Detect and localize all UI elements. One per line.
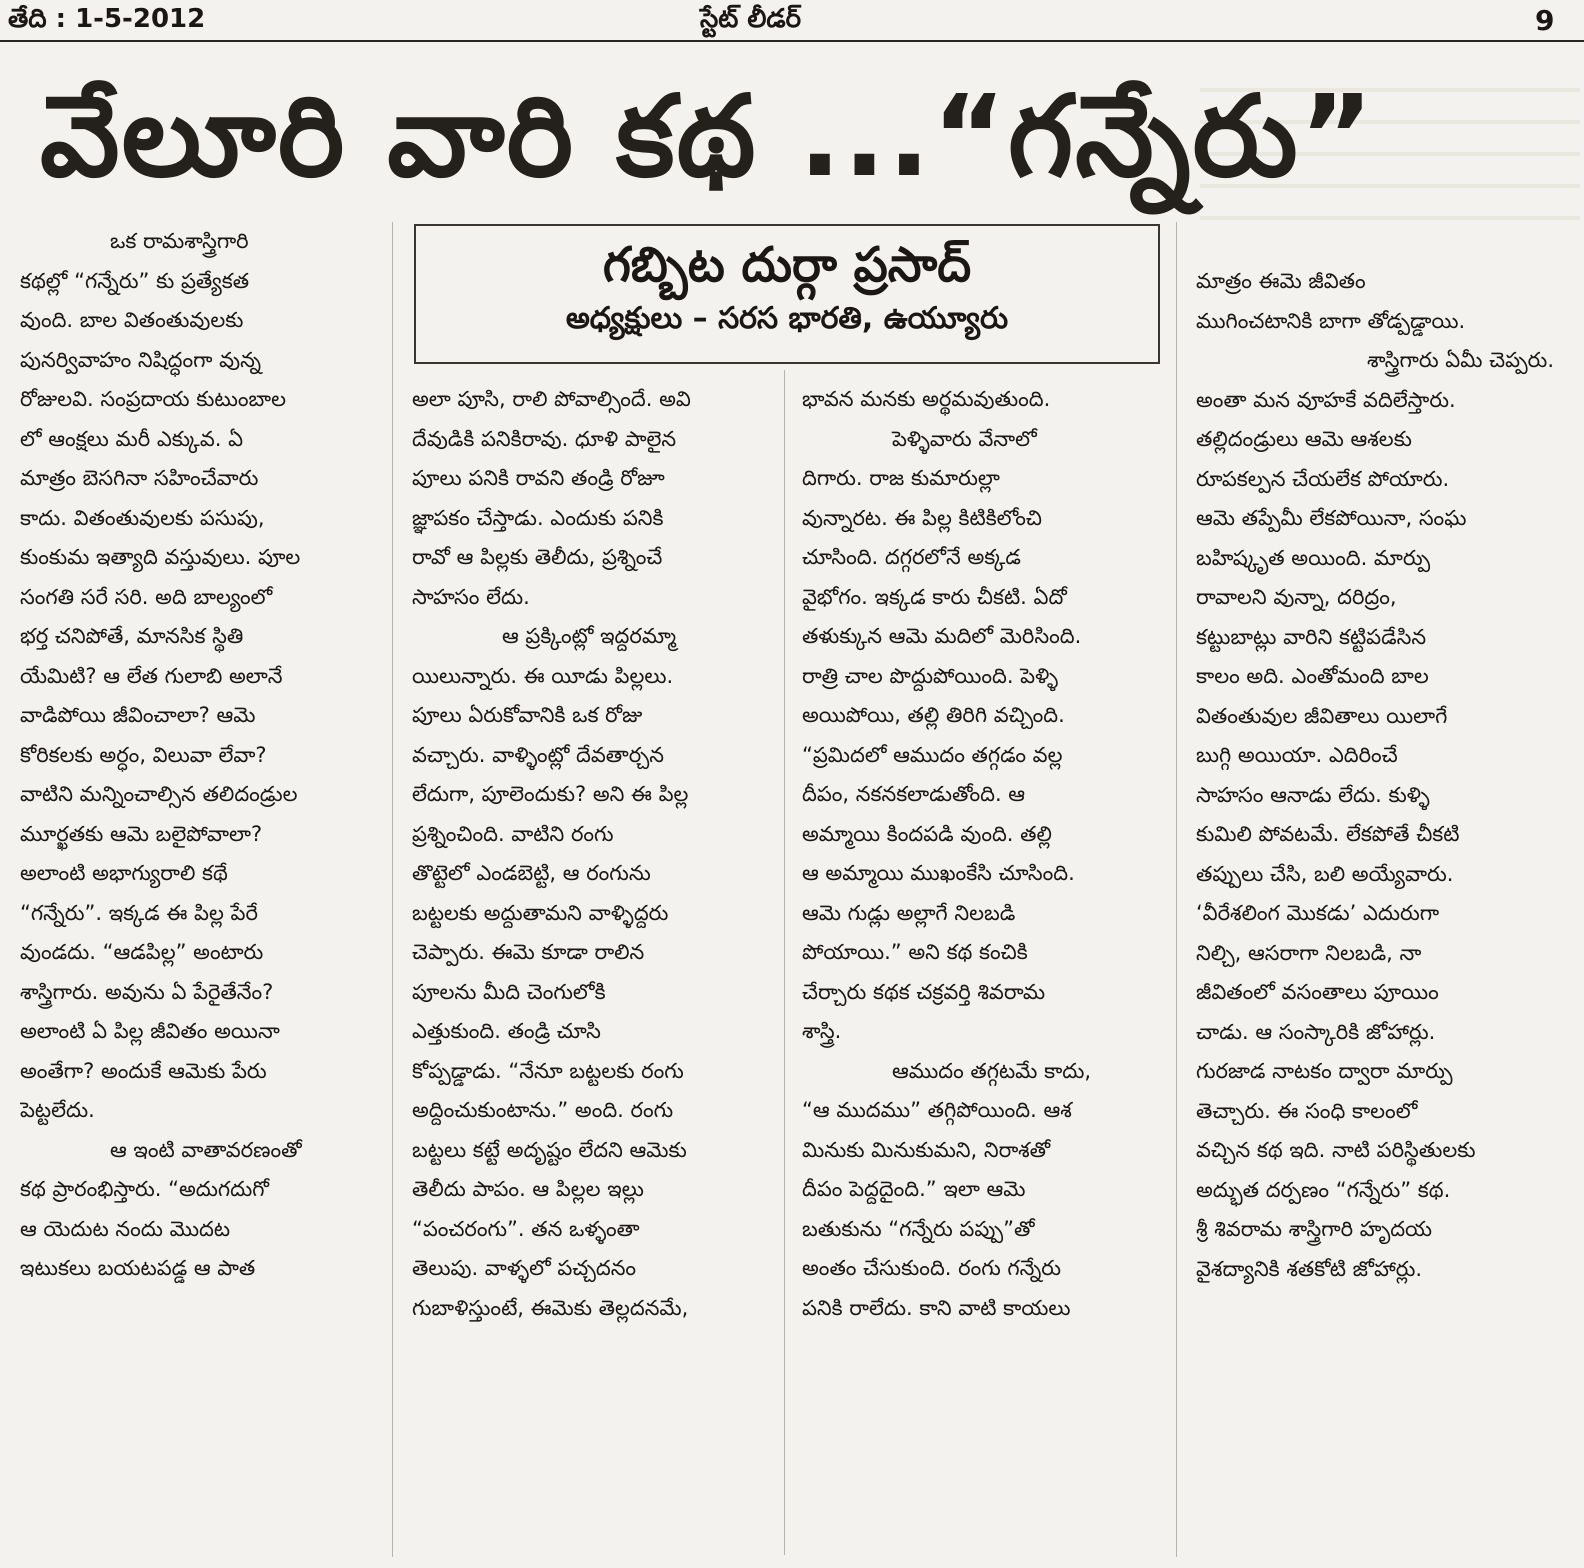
issue-date: తేది : 1-5-2012	[8, 4, 206, 34]
article-line: “ప్రమిదలో ఆముదం తగ్గడం వల్ల	[802, 742, 1063, 767]
newspaper-name: స్టేట్ లీడర్	[700, 4, 802, 34]
article-line: కాదు. వితంతువులకు పసుపు,	[20, 505, 265, 530]
article-line: కోప్పడ్డాడు. “నేనూ బట్టలకు రంగు	[412, 1058, 684, 1083]
article-line: భర్త చనిపోతే, మానసిక స్థితి	[20, 624, 244, 648]
article-line: ఆముదం తగ్గటమే కాదు,	[892, 1058, 1092, 1083]
article-line: యిలున్నారు. ఈ యీడు పిల్లలు.	[412, 663, 674, 688]
article-line: తళుక్కున ఆమె మదిలో మెరిసింది.	[802, 624, 1082, 648]
article-line: వితంతువుల జీవితాలు యిలాగే	[1196, 703, 1448, 728]
article-line: మాత్రం ఈమె జీవితం	[1196, 269, 1366, 293]
article-line: కాలం అది. ఎంతోమంది బాల	[1196, 664, 1429, 688]
article-line: ముగించటానికి బాగా తోడ్పడ్డాయి.	[1196, 308, 1466, 333]
article-line: జీవితంలో వసంతాలు పూయిం	[1196, 980, 1439, 1004]
article-line: అమ్మాయి కిందపడి వుంది. తల్లి	[802, 821, 1052, 846]
article-line: మాత్రం బెసగినా సహించేవారు	[20, 466, 259, 490]
article-line: గురజాడ నాటకం ద్వారా మార్పు	[1196, 1059, 1453, 1083]
article-line: అలాంటి ఏ పిల్ల జీవితం అయినా	[20, 1019, 280, 1043]
article-column-2	[412, 380, 770, 1328]
article-line: శ్రీ శివరామ శాస్త్రిగారి హృదయ	[1196, 1217, 1433, 1241]
article-line: వైశద్యానికి శతకోటి జోహార్లు.	[1196, 1256, 1423, 1281]
article-line: వాడిపోయి జీవించాలా? ఆమె	[20, 703, 256, 727]
article-line: వుండదు. “ఆడపిల్ల” అంటారు	[20, 940, 264, 964]
article-line: తెచ్చారు. ఈ సంధి కాలంలో	[1196, 1098, 1418, 1123]
article-line: వచ్చిన కథ ఇది. నాటి పరిస్థితులకు	[1196, 1138, 1476, 1162]
article-line: ఎత్తుకుంది. తండ్రి చూసి	[412, 1019, 601, 1043]
article-line: చేర్చారు కథక చక్రవర్తి శివరామ	[802, 979, 1046, 1004]
article-line: పెళ్ళివారు వేనాలో	[892, 426, 1037, 451]
article-line: అలాంటి అభాగ్యురాలి కథే	[20, 861, 228, 885]
author-name: గబ్బిట దుర్గా ప్రసాద్	[602, 237, 972, 293]
article-line: చెప్పారు. ఈమె కూడా రాలిన	[412, 940, 645, 964]
article-line: ఆ ఇంటి వాతావరణంతో	[110, 1137, 302, 1162]
article-line: శాస్త్రిగారు ఏమీ చెప్పరు.	[1366, 348, 1554, 372]
article-line: జ్ఞాపకం చేస్తాడు. ఎందుకు పనికి	[412, 505, 664, 530]
article-line: పెట్టలేదు.	[20, 1098, 95, 1122]
article-line: “గన్నేరు”. ఇక్కడ ఈ పిల్ల పేరే	[20, 900, 258, 925]
article-line: “ఆ ముదము” తగ్గిపోయింది. ఆశ	[802, 1098, 1072, 1122]
article-line: అయిపోయి, తల్లి తిరిగి వచ్చింది.	[802, 703, 1065, 727]
article-column-4	[1196, 262, 1554, 1289]
article-line: పూలు పనికి రావని తండ్రి రోజూ	[412, 466, 665, 490]
article-line: వుంది. బాల వితంతువులకు	[20, 308, 244, 332]
article-line: తప్పులు చేసి, బలి అయ్యేవారు.	[1196, 861, 1454, 886]
article-line: అంతం చేసుకుంది. రంగు గన్నేరు	[802, 1256, 1062, 1280]
article-line: ఒక రామశాస్త్రిగారి	[110, 229, 249, 253]
article-line: అంతేగా? అందుకే ఆమెకు పేరు	[20, 1058, 267, 1083]
article-line: బట్టలకు అద్దుతామని వాళ్ళిద్దరు	[412, 900, 669, 925]
article-line: ఆ యెదుట నందు మొదట	[20, 1216, 231, 1241]
article-line: దీపం, నకనకలాడుతోంది. ఆ	[802, 782, 1026, 806]
article-line: లో ఆంక్షలు మరీ ఎక్కువ. ఏ	[20, 426, 244, 451]
article-line: బట్టలు కట్టే అదృష్టం లేదని ఆమెకు	[412, 1137, 687, 1162]
article-line: పునర్వివాహం నిషిద్ధంగా వున్న	[20, 347, 262, 372]
article-line: చాడు. ఆ సంస్కారికి జోహార్లు.	[1196, 1019, 1436, 1044]
article-line: వున్నారట. ఈ పిల్ల కిటికిలోంచి	[802, 505, 1043, 530]
article-line: రావో ఆ పిల్లకు తెలీదు, ప్రశ్నించే	[412, 545, 663, 569]
article-line: కథ ప్రారంభిస్తారు. “అదుగదుగో	[20, 1177, 269, 1201]
article-line: బుగ్గి అయియా. ఎదిరించే	[1196, 743, 1398, 767]
article-line: పూలు ఏరుకోవానికి ఒక రోజు	[412, 703, 643, 727]
article-line: అద్దించుకుంటాను.” అంది. రంగు	[412, 1098, 674, 1122]
article-line: కథల్లో “గన్నేరు” కు ప్రత్యేకత	[20, 268, 250, 293]
article-line: తల్లిదండ్రులు ఆమె ఆశలకు	[1196, 427, 1412, 451]
column-divider	[1176, 222, 1177, 1557]
article-line: ఆమె తప్పేమీ లేకపోయినా, సంఘ	[1196, 506, 1467, 530]
article-line: ప్రశ్నించింది. వాటిని రంగు	[412, 821, 614, 846]
article-column-1	[20, 222, 378, 1289]
article-line: సాహసం ఆనాడు లేదు. కుళ్ళి	[1196, 782, 1430, 807]
byline-box	[414, 224, 1160, 364]
article-line: భావన మనకు అర్థమవుతుంది.	[802, 387, 1051, 411]
article-line: తెలీదు పాపం. ఆ పిల్లల ఇల్లు	[412, 1177, 644, 1201]
article-line: ఆమె గుడ్లు అల్లాగే నిలబడి	[802, 900, 1016, 925]
article-line: ఆ అమ్మాయి ముఖంకేసి చూసింది.	[802, 861, 1075, 885]
article-line: వైభోగం. ఇక్కడ కారు చీకటి. ఏదో	[802, 584, 1067, 609]
article-line: దిగారు. రాజ కుమారుల్లా	[802, 466, 1000, 490]
article-line: చూసింది. దగ్గరలోనే అక్కడ	[802, 545, 1021, 569]
article-line: అద్భుత దర్పణం “గన్నేరు” కథ.	[1196, 1177, 1451, 1202]
article-headline: వేలూరి వారి కథ ...“గన్నేరు”	[40, 72, 1376, 202]
article-line: “పంచరంగు”. తన ఒళ్ళంతా	[412, 1216, 640, 1241]
article-line: రాత్రి చాల పొద్దుపోయింది. పెళ్ళి	[802, 663, 1059, 688]
column-divider	[392, 222, 393, 1557]
article-line: కట్టుబాట్లు వారిని కట్టిపడేసిన	[1196, 624, 1427, 649]
article-line: ఇటుకలు బయటపడ్డ ఆ పాత	[20, 1256, 256, 1280]
article-line: రోజులవి. సంప్రదాయ కుటుంబాల	[20, 387, 286, 411]
article-line: తొట్టెలో ఎండబెట్టి, ఆ రంగును	[412, 861, 651, 885]
article-line: సాహసం లేదు.	[412, 584, 530, 609]
article-line: మూర్ఖతకు ఆమె బలైపోవాలా?	[20, 821, 263, 846]
article-line: కుంకుమ ఇత్యాది వస్తువులు. పూల	[20, 545, 301, 569]
page-number: 9	[1535, 4, 1555, 37]
header-divider	[0, 40, 1584, 42]
author-role: అధ్యక్షులు – సరస భారతి, ఉయ్యూరు	[565, 301, 1009, 336]
article-line: కుమిలి పోవటమే. లేకపోతే చీకటి	[1196, 822, 1460, 846]
column-divider	[784, 370, 785, 1555]
article-line: నిల్చి, ఆసరాగా నిలబడి, నా	[1196, 940, 1422, 965]
article-line: యేమిటి? ఆ లేత గులాబి అలానే	[20, 663, 283, 688]
article-line: గుబాళిస్తుంటే, ఈమెకు తెల్లదనమే,	[412, 1295, 689, 1320]
article-line: శాస్త్రిగారు. అవును ఏ పేరైతేనేం?	[20, 979, 274, 1004]
article-line: పనికి రాలేదు. కాని వాటి కాయలు	[802, 1295, 1071, 1320]
article-line: అలా పూసి, రాలి పోవాల్సిందే. అవి	[412, 387, 691, 411]
article-line: వాటిని మన్నించాల్సిన తలిదండ్రుల	[20, 782, 298, 806]
article-line: పూలను మీది చెంగులోకి	[412, 979, 606, 1004]
article-line: పోయాయి.” అని కథ కంచికి	[802, 940, 1028, 964]
article-line: రూపకల్పన చేయలేక పోయారు.	[1196, 466, 1450, 491]
article-line: వచ్చారు. వాళ్ళింట్లో దేవతార్చన	[412, 742, 665, 767]
article-line: తెలుపు. వాళ్ళలో పచ్చదనం	[412, 1256, 637, 1280]
article-line: రావాలని వున్నా, దరిద్రం,	[1196, 585, 1397, 609]
article-line: బహిష్కృత అయింది. మార్పు	[1196, 545, 1431, 570]
article-line: బతుకును “గన్నేరు పప్పు”తో	[802, 1216, 1035, 1241]
article-line: మినుకు మినుకుమని, నిరాశతో	[802, 1137, 1051, 1162]
article-line: లేదుగా, పూలెందుకు? అని ఈ పిల్ల	[412, 782, 689, 806]
article-line: దేవుడికి పనికిరావు. ధూళి పాలైన	[412, 426, 677, 451]
article-column-3	[802, 380, 1160, 1328]
article-line: సంగతి సరే సరి. అది బాల్యంలో	[20, 584, 273, 609]
article-line: ఆ ప్రక్కింట్లో ఇద్దరమ్మా	[502, 624, 677, 648]
article-line: దీపం పెద్దదైంది.” ఇలా ఆమె	[802, 1177, 1026, 1201]
article-line: కోరికలకు అర్ధం, విలువా లేవా?	[20, 742, 267, 767]
article-line: ‘వీరేశలింగ మొకడు’ ఎదురుగా	[1196, 901, 1440, 925]
article-line: శాస్త్రి.	[802, 1019, 842, 1043]
article-line: అంతా మన వూహకే వదిలేస్తారు.	[1196, 387, 1456, 412]
